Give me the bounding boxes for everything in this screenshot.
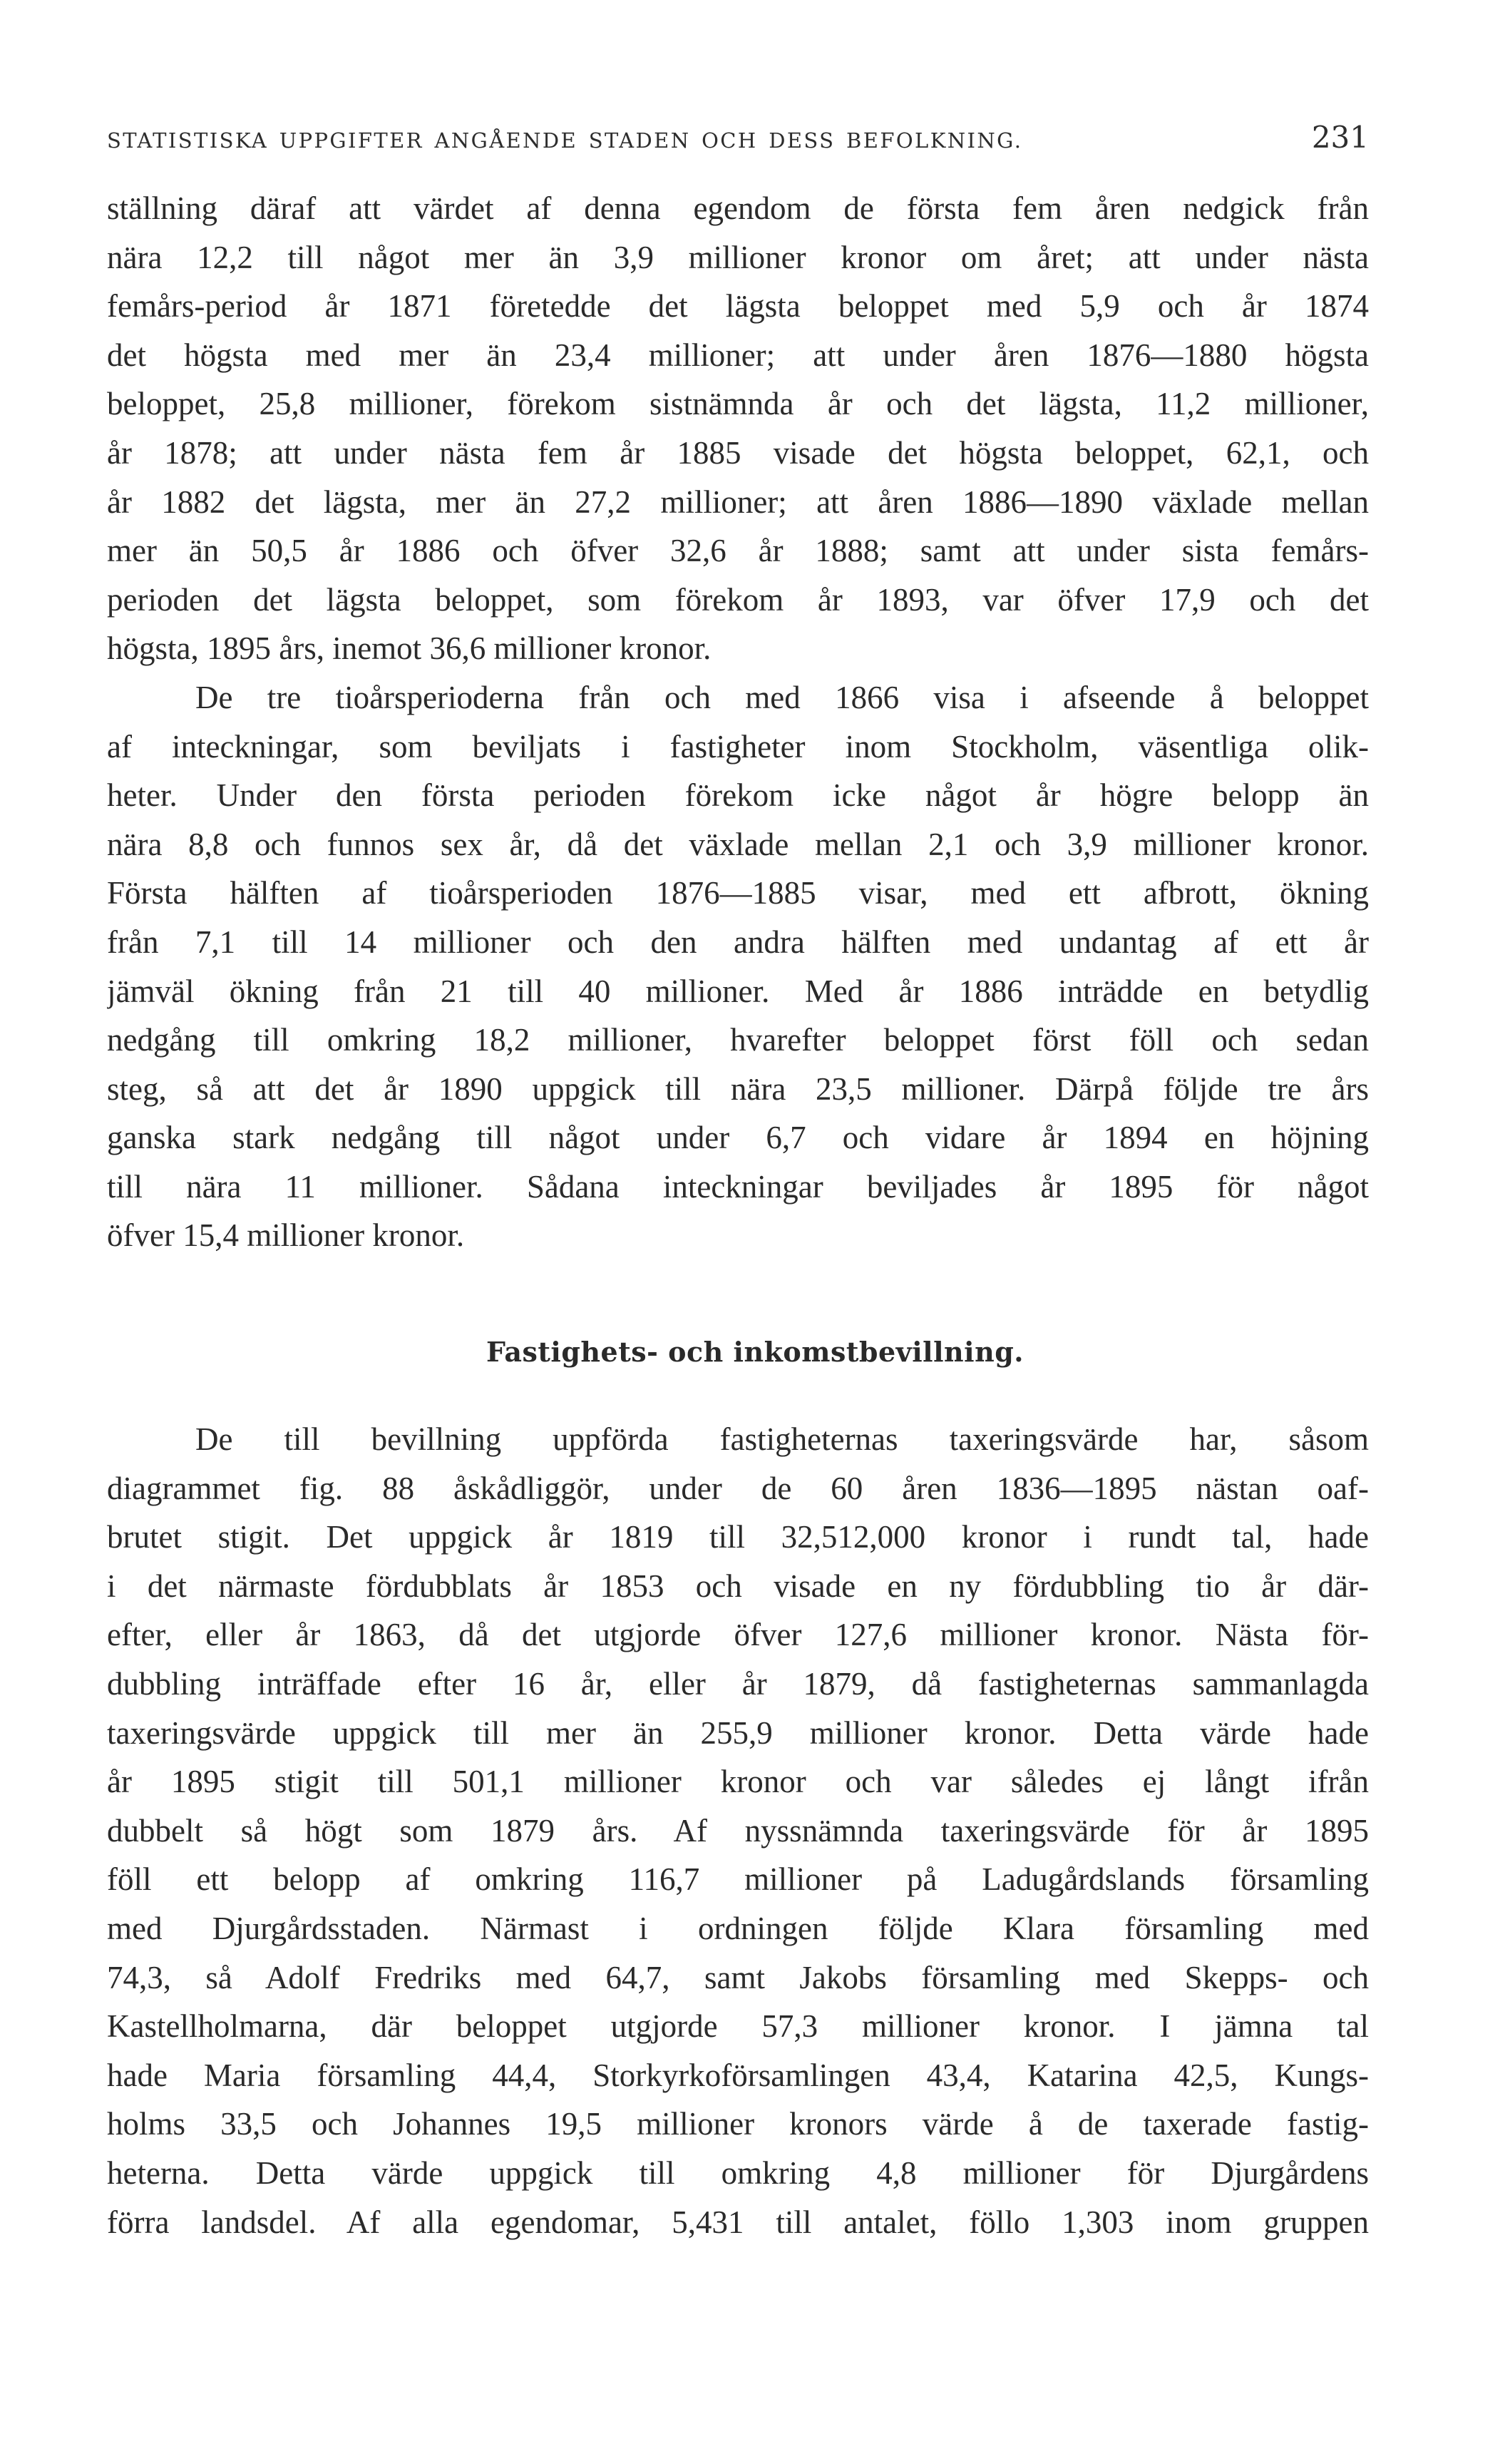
text-line: Första hälften af tioårsperioden 1876—1885 visar, med ett afbrott, ökning (107, 875, 1369, 911)
text-line: taxeringsvärde uppgick till mer än 255,9 millioner kronor. Detta värde hade (107, 1714, 1369, 1751)
text-line: hade Maria församling 44,4, Storkyrkoförsamlingen 43,4, Katarina 42,5, Kungs- (107, 2057, 1369, 2093)
text-line: år 1882 det lägsta, mer än 27,2 millioner; att åren 1886—1890 växlade mellan (107, 484, 1369, 520)
body-text-top (107, 184, 1369, 1260)
text-line: med Djurgårdsstaden. Närmast i ordningen följde Klara församling med (107, 1910, 1369, 1946)
text-line: De till bevillning uppförda fastigheternas taxeringsvärde har, såsom (195, 1421, 1369, 1457)
text-line: Kastellholmarna, där beloppet utgjorde 57,3 millioner kronor. I jämna tal (107, 2008, 1369, 2045)
text-line: nära 12,2 till något mer än 3,9 millioner kronor om året; att under nästa (107, 239, 1369, 275)
text-line: år 1878; att under nästa fem år 1885 visade det högsta beloppet, 62,1, och (107, 434, 1369, 471)
text-line: föll ett belopp af omkring 116,7 millioner på Ladugårdslands församling (107, 1861, 1369, 1898)
text-line: i det närmaste fördubblats år 1853 och visade en ny fördubbling tio år där- (107, 1568, 1369, 1604)
text-line: heter. Under den första perioden förekom icke något år högre belopp än (107, 777, 1369, 814)
text-line: dubbling inträffade efter 16 år, eller år 1879, då fastigheternas sammanlagda (107, 1665, 1369, 1702)
body-text-bottom (107, 1415, 1369, 2246)
text-line: efter, eller år 1863, då det utgjorde öfver 127,6 millioner kronor. Nästa för- (107, 1617, 1369, 1653)
text-line: perioden det lägsta beloppet, som förekom år 1893, var öfver 17,9 och det (107, 581, 1369, 618)
text-line: heterna. Detta värde uppgick till omkring 4,8 millioner för Djurgårdens (107, 2154, 1369, 2191)
text-line: jämväl ökning från 21 till 40 millioner. Med år 1886 inträdde en betydlig (107, 973, 1369, 1009)
text-line: år 1895 stigit till 501,1 millioner kronor och var således ej långt ifrån (107, 1764, 1369, 1800)
text-line: förra landsdel. Af alla egendomar, 5,431 till antalet, föllo 1,303 inom gruppen (107, 2204, 1369, 2240)
running-title: STATISTISKA UPPGIFTER ANGÅENDE STADEN OCH DESS BEFOLKNING. (107, 128, 1023, 153)
text-line: det högsta med mer än 23,4 millioner; att under åren 1876—1880 högsta (107, 337, 1369, 373)
text-line: dubbelt så högt som 1879 års. Af nyssnämnda taxeringsvärde för år 1895 (107, 1812, 1369, 1849)
text-line: från 7,1 till 14 millioner och den andra hälften med undantag af ett år (107, 924, 1369, 960)
text-line: ganska stark nedgång till något under 6,7 och vidare år 1894 en höjning (107, 1120, 1369, 1156)
section-heading: Fastighets- och inkomstbevillning. (486, 1336, 1024, 1368)
text-line: till nära 11 millioner. Sådana inteckningar beviljades år 1895 för något (107, 1168, 1369, 1205)
text-line: femårs-period år 1871 företedde det lägsta beloppet med 5,9 och år 1874 (107, 288, 1369, 324)
text-line: nära 8,8 och funnos sex år, då det växlade mellan 2,1 och 3,9 millioner kronor. (107, 826, 1369, 862)
page-number: 231 (1311, 120, 1369, 155)
text-line: af inteckningar, som beviljats i fastigheter inom Stockholm, väsentliga olik- (107, 728, 1369, 765)
text-line: 74,3, så Adolf Fredriks med 64,7, samt Jakobs församling med Skepps- och (107, 1959, 1369, 1995)
text-line: högsta, 1895 års, inemot 36,6 millioner kronor. (107, 630, 712, 667)
text-line: öfver 15,4 millioner kronor. (107, 1217, 465, 1254)
text-line: diagrammet fig. 88 åskådliggör, under de 60 åren 1836—1895 nästan oaf- (107, 1470, 1369, 1506)
text-line: ställning däraf att värdet af denna egendom de första fem åren nedgick från (107, 190, 1369, 226)
text-line: nedgång till omkring 18,2 millioner, hvarefter beloppet först föll och sedan (107, 1022, 1369, 1058)
text-line: steg, så att det år 1890 uppgick till nära 23,5 millioner. Därpå följde tre års (107, 1070, 1369, 1107)
text-line: brutet stigit. Det uppgick år 1819 till 32,512,000 kronor i rundt tal, hade (107, 1519, 1369, 1555)
text-line: beloppet, 25,8 millioner, förekom sistnämnda år och det lägsta, 11,2 millioner, (107, 386, 1369, 422)
text-line: De tre tioårsperioderna från och med 1866 visa i afseende å beloppet (195, 679, 1369, 715)
running-head (107, 120, 1369, 155)
text-line: holms 33,5 och Johannes 19,5 millioner kronors värde å de taxerade fastig- (107, 2106, 1369, 2142)
text-line: mer än 50,5 år 1886 och öfver 32,6 år 1888; samt att under sista femårs- (107, 533, 1369, 569)
